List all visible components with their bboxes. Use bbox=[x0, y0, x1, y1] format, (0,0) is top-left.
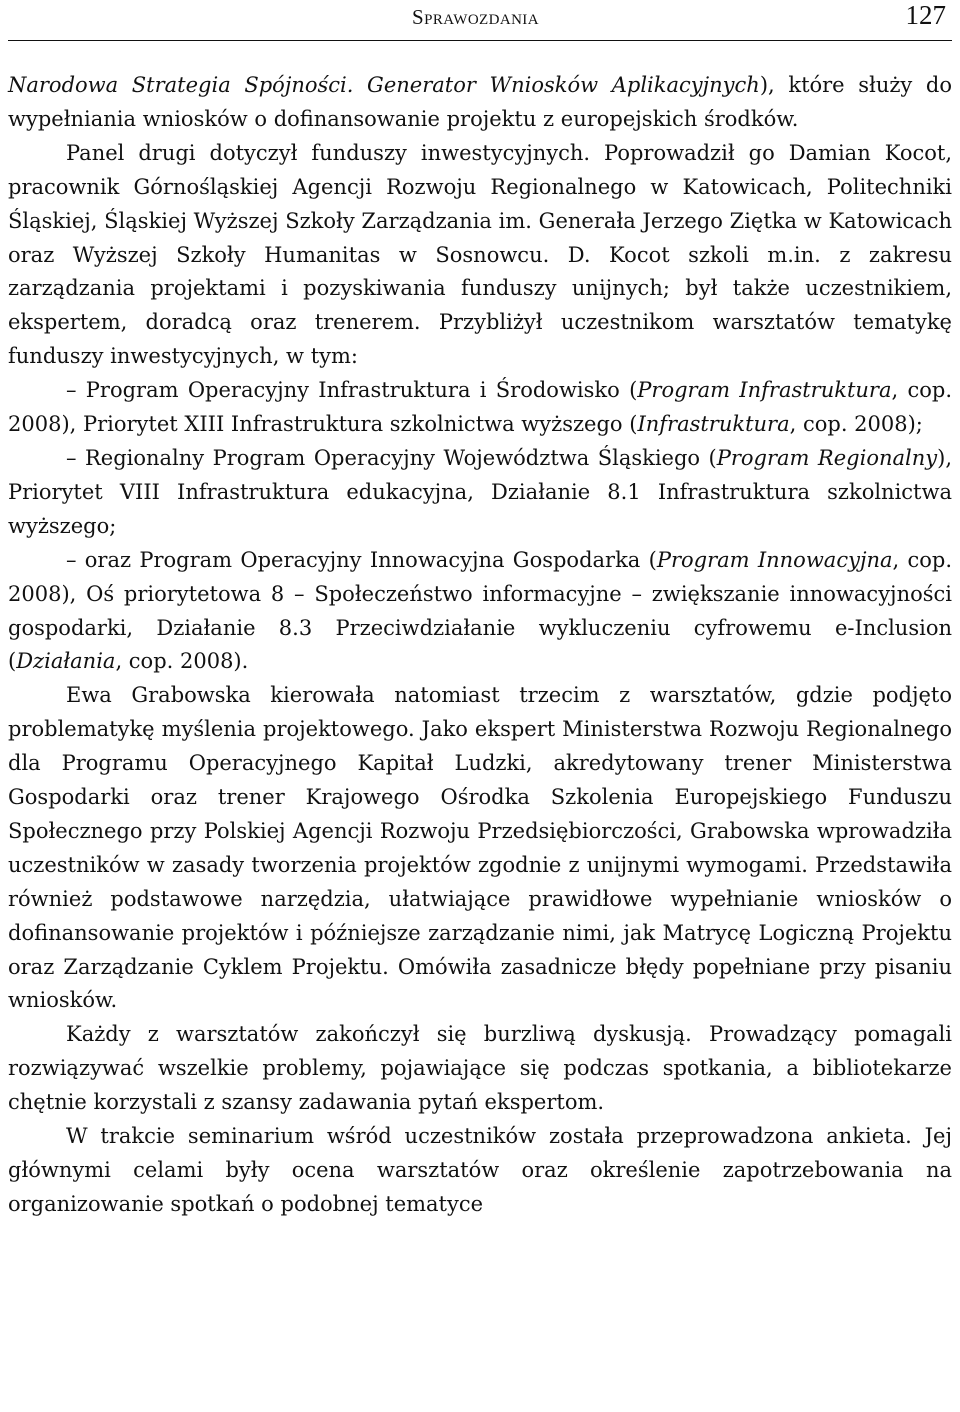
italic-text: Program Regionalny bbox=[716, 445, 938, 470]
text-span: ), Priorytet VIII Infrastruktura edukacyjna, Działanie 8.1 Infrastruktura szkolnictwa wyższego; bbox=[8, 445, 952, 538]
list-item-paragraph bbox=[8, 442, 952, 544]
paragraph bbox=[8, 69, 952, 137]
text-span: , cop. 2008); bbox=[789, 412, 923, 437]
paragraph bbox=[8, 137, 952, 374]
text-span: , cop. 2008). bbox=[115, 649, 249, 674]
list-item-paragraph bbox=[8, 374, 952, 442]
body-text bbox=[8, 69, 952, 1222]
text-span: – oraz Program Operacyjny Innowacyjna Gospodarka ( bbox=[66, 547, 657, 572]
italic-text: Program Innowacyjna bbox=[656, 547, 893, 572]
italic-text: Działania bbox=[16, 649, 116, 674]
text-span: W trakcie seminarium wśród uczestników została przeprowadzona ankieta. Jej głównymi celami były ocena warsztatów oraz określenie zapotrzebowania na organizowanie spotkań o podobnej tematyce bbox=[8, 1124, 952, 1216]
italic-text: Narodowa Strategia Spójności. Generator Wniosków Aplikacyjnych bbox=[8, 73, 760, 97]
page-number: 127 bbox=[905, 0, 946, 30]
text-span: Każdy z warsztatów zakończył się burzliwą dyskusją. Prowadzący pomagali rozwiązywać wszelkie problemy, pojawiające się podczas spotkania, a bibliotekarze chętnie korzystali z szansy zadawania pytań ekspertom. bbox=[8, 1022, 952, 1115]
text-span: – Regionalny Program Operacyjny Województwa Śląskiego ( bbox=[66, 445, 717, 470]
text-span: Panel drugi dotyczył funduszy inwestycyjnych. Poprowadził go Damian Kocot, pracownik Górnośląskiej Agencji Rozwoju Regionalnego w Katowicach, Politechniki Śląskiej, Śląskiej Wyższej Szkoły Zarządzania im. Generała Jerzego Ziętka w Katowicach oraz Wyższej Szkoły Humanitas w Sosnowcu. D. Kocot szkoli m.in. z zakresu zarządzania projektami i pozyskiwania funduszy unijnych; był także uczestnikiem, ekspertem, doradcą oraz trenerem. Przybliżył uczestnikom warsztatów tematykę funduszy inwestycyjnych, w tym: bbox=[8, 140, 952, 369]
paragraph bbox=[8, 1120, 952, 1222]
paragraph bbox=[8, 679, 952, 1018]
text-span: , cop. 2008), Oś priorytetowa 8 – Społeczeństwo informacyjne – zwiększanie innowacyjności gospodarki, Działanie 8.3 Przeciwdziałanie wykluczeniu cyfrowemu e-Inclusion ( bbox=[8, 547, 952, 674]
running-title: Sprawozdania bbox=[412, 5, 539, 29]
text-span: Ewa Grabowska kierowała natomiast trzecim z warsztatów, gdzie podjęto problematykę myślenia projektowego. Jako ekspert Ministerstwa Rozwoju Regionalnego dla Programu Operacyjnego Kapitał Ludzki, akredytowany trener Ministerstwa Gospodarki oraz trener Krajowego Ośrodka Szkolenia Europejskiego Funduszu Społecznego przy Polskiej Agencji Rozwoju Przedsiębiorczości, Grabowska wprowadziła uczestników w zasady tworzenia projektów zgodnie z unijnymi wymogami. Przedstawiła również podstawowe narzędzia, ułatwiające prawidłowe wypełnianie wniosków o dofinansowanie projektów i późniejsze zarządzanie nimi, jak Matrycę Logiczną Projektu oraz Zarządzanie Cyklem Projektu. Omówiła zasadnicze błędy popełniane przy pisaniu wniosków. bbox=[8, 683, 952, 1013]
italic-text: Infrastruktura bbox=[637, 412, 790, 437]
text-span: ), które służy do wypełniania wniosków o dofinansowanie projektu z europejskich środków. bbox=[8, 73, 952, 131]
paragraph bbox=[8, 1018, 952, 1120]
text-span: – Program Operacyjny Infrastruktura i Środowisko ( bbox=[66, 378, 638, 403]
running-header bbox=[8, 0, 952, 41]
text-span: , cop. 2008), Priorytet XIII Infrastruktura szkolnictwa wyższego ( bbox=[8, 378, 952, 437]
list-item-paragraph bbox=[8, 544, 952, 680]
italic-text: Program Infrastruktura bbox=[637, 378, 892, 403]
